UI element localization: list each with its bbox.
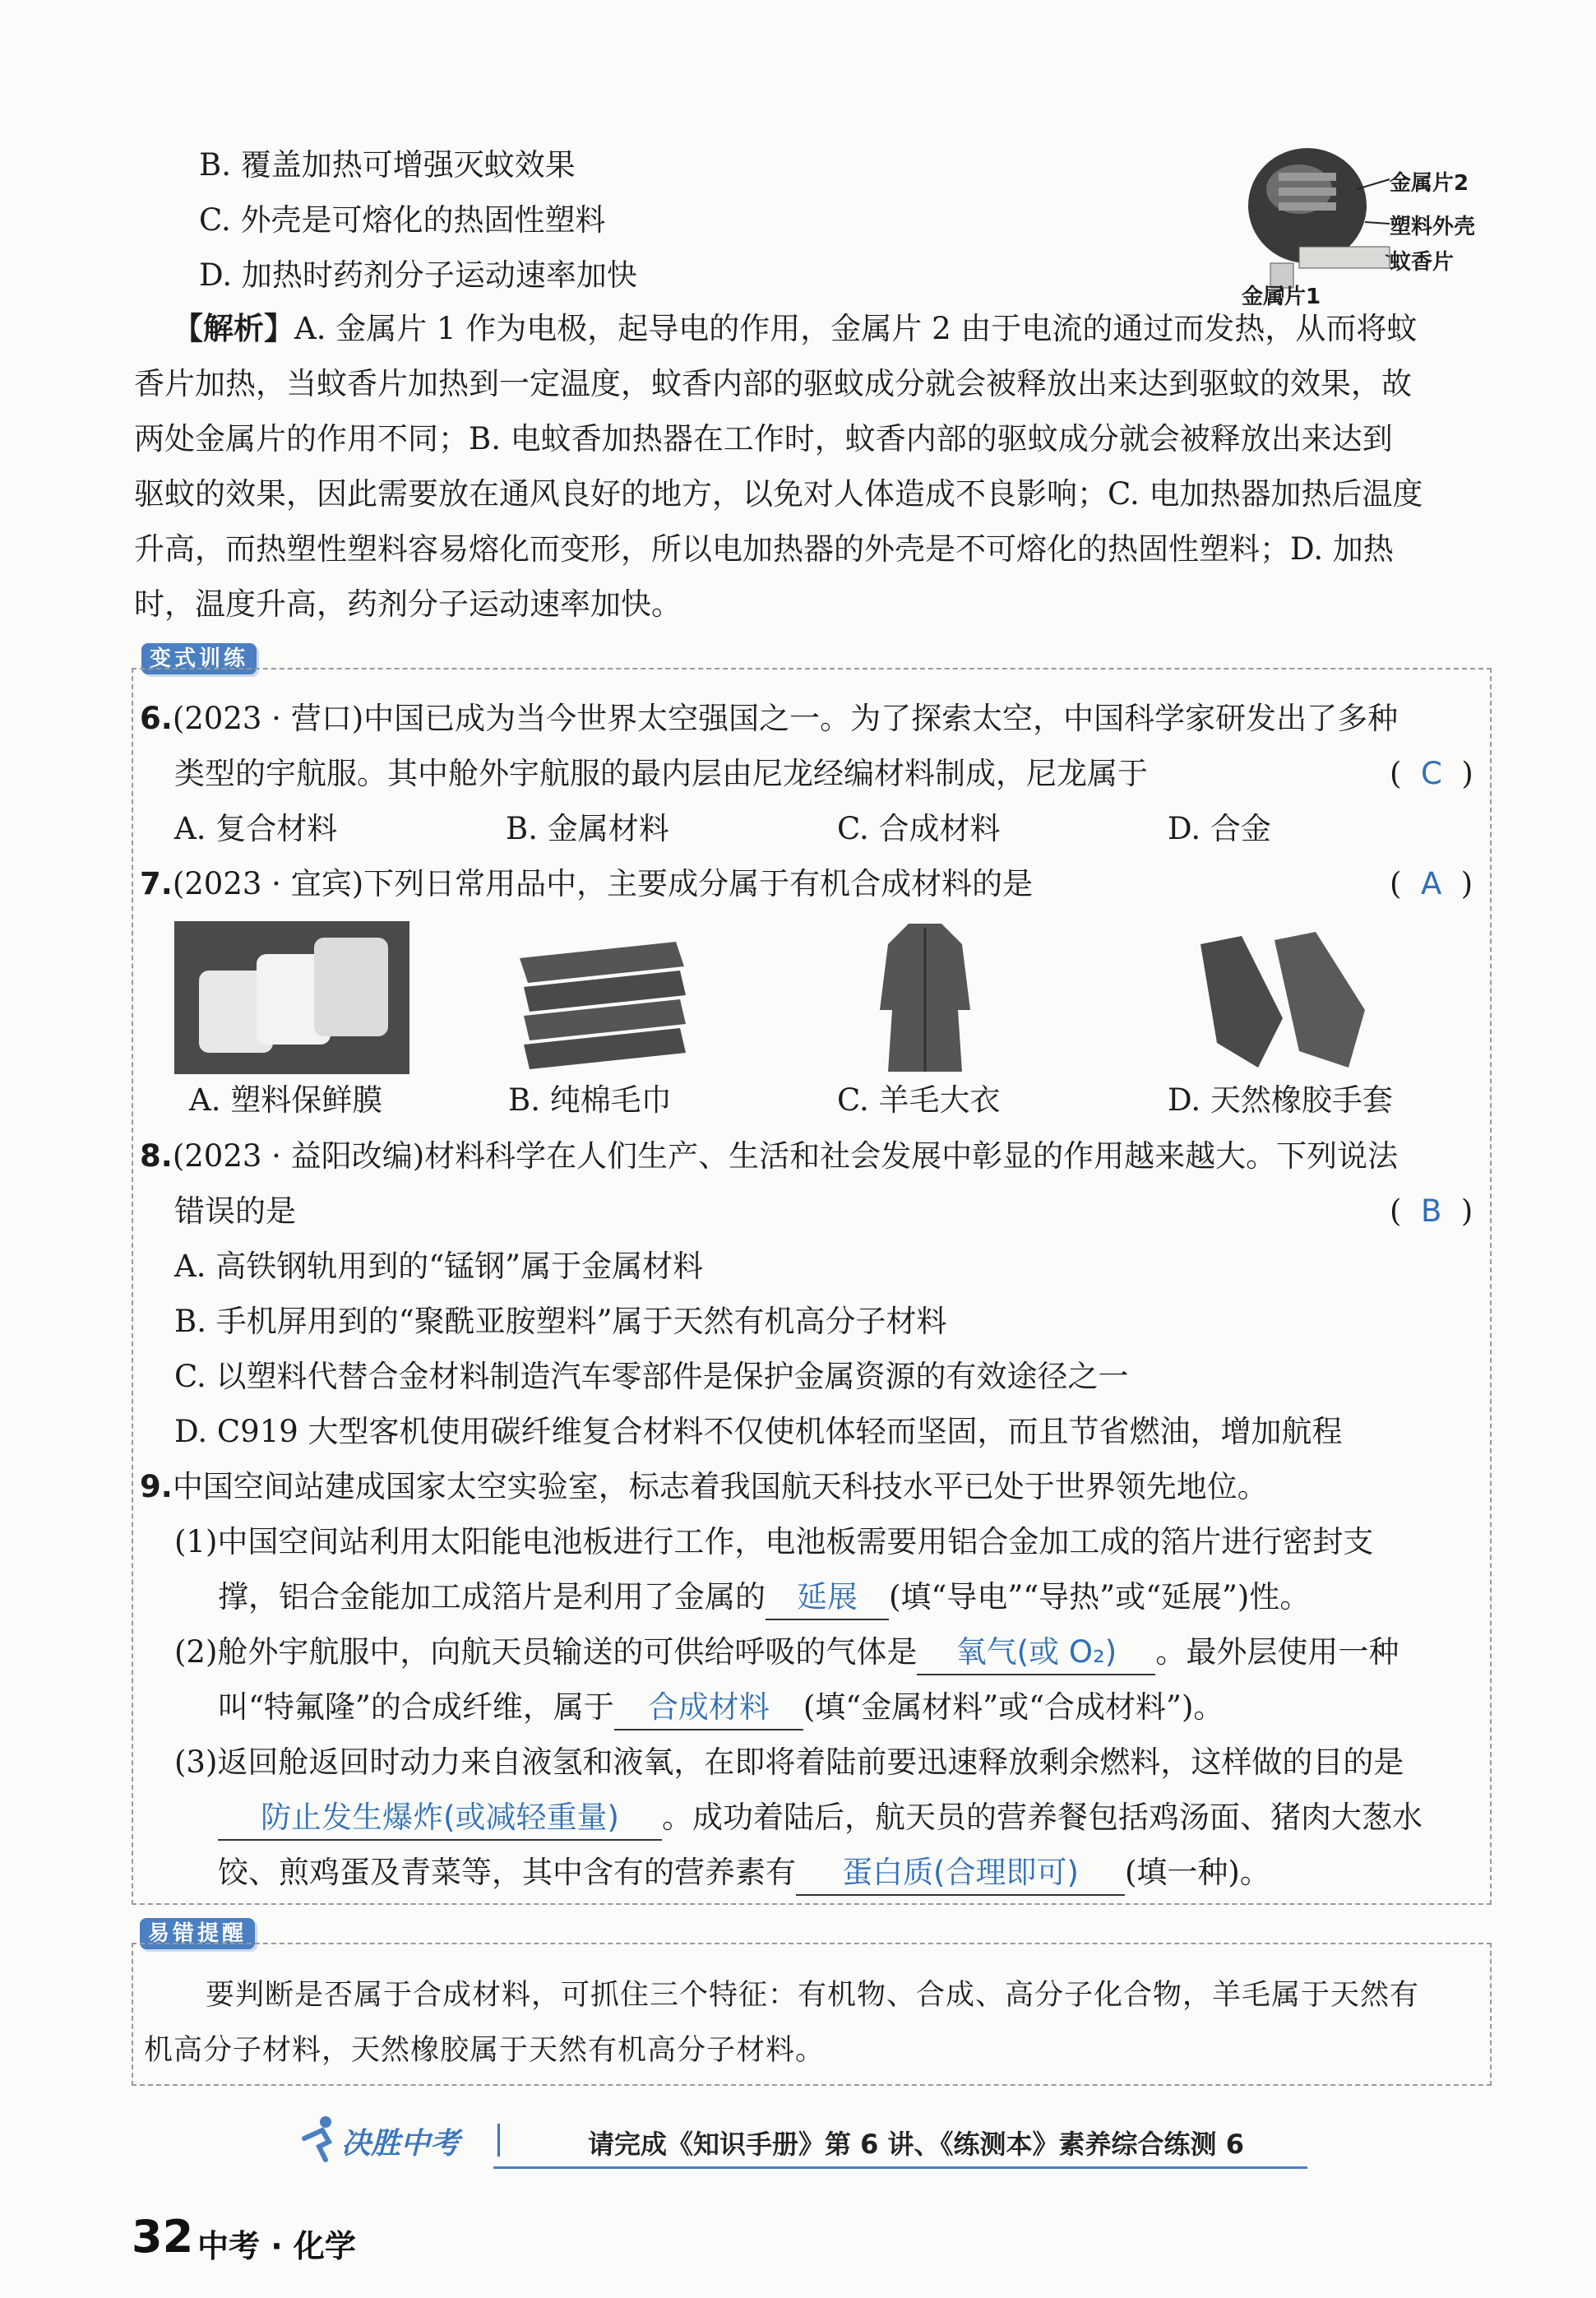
q9-part2-answer-2: 合成材料	[614, 1686, 803, 1730]
q9-part3-line1: (3)返回舱返回时动力来自液氢和液氧，在即将着陆前要迅速释放剩余燃料，这样做的目的是	[174, 1744, 1404, 1780]
q9-part3-answer: 防止发生爆炸(或减轻重量)	[218, 1796, 662, 1841]
footer-divider	[497, 2124, 500, 2157]
q6-line-2: 类型的宇航服。其中舱外宇航服的最内层由尼龙经编材料制成，尼龙属于	[174, 756, 1148, 791]
q8-answer: B	[1420, 1193, 1442, 1229]
q6-option-c: C. 合成材料	[837, 811, 1001, 846]
footer-brand: 决胜中考	[341, 2127, 460, 2161]
q9-part3-line2: 防止发生爆炸(或减轻重量) 。成功着陆后，航天员的营养餐包括鸡汤面、猪肉大葱水	[218, 1796, 1423, 1841]
q5-option-b: B. 覆盖加热可增强灭蚊效果	[199, 147, 576, 183]
footer-underline	[493, 2166, 1307, 2169]
q5-option-d: D. 加热时药剂分子运动速率加快	[199, 257, 637, 293]
analysis-line-3: 两处金属片的作用不同；B. 电蚊香加热器在工作时，蚊香内部的驱蚊成分就会被释放出来达到	[134, 421, 1393, 456]
q7-option-c: C. 羊毛大衣	[837, 1082, 1001, 1118]
q8-line-1: 8.(2023 · 益阳改编)材料科学在人们生产、生活和社会发展中彰显的作用越来越大。下列说法	[140, 1138, 1399, 1174]
q6-option-b: B. 金属材料	[506, 811, 669, 846]
rubber-gloves-image	[1184, 920, 1381, 1076]
runner-icon	[296, 2114, 337, 2163]
q8-option-d: D. C919 大型客机使用碳纤维复合材料不仅使机体轻而坚固，而且节省燃油，增加航程	[174, 1414, 1343, 1449]
label-metal-sheet-2: 金属片2	[1390, 171, 1469, 196]
footer-text: 请完成《知识手册》第 6 讲、《练测本》素养综合练测 6	[588, 2129, 1244, 2160]
q6-line-1: 6.(2023 · 营口)中国已成为当今世界太空强国之一。为了探索太空，中国科学家研发出了多种	[140, 701, 1399, 736]
q9-part2-answer: 氧气(或 O₂)	[917, 1631, 1155, 1675]
q9-part2-line1: (2)舱外宇航服中，向航天员输送的可供给呼吸的气体是 氧气(或 O₂) 。最外层使用一种	[174, 1631, 1399, 1675]
q7-line-1: 7.(2023 · 宜宾)下列日常用品中，主要成分属于有机合成材料的是	[140, 866, 1034, 901]
tip-line-2: 机高分子材料，天然橡胶属于天然有机高分子材料。	[144, 2034, 826, 2067]
page-number: 32	[132, 2211, 194, 2263]
wool-coat-image	[872, 920, 978, 1076]
coat-icon	[872, 920, 978, 1076]
q8-option-a: A. 高铁钢轨用到的“锰钢”属于金属材料	[174, 1249, 704, 1284]
label-mosquito-sheet: 蚊香片	[1390, 250, 1455, 275]
q8-option-b: B. 手机屏用到的“聚酰亚胺塑料”属于天然有机高分子材料	[174, 1304, 947, 1339]
q7-answer-paren: ( A )	[1390, 866, 1473, 901]
q9-stem: 9.中国空间站建成国家太空实验室，标志着我国航天科技水平已处于世界领先地位。	[140, 1469, 1268, 1504]
gloves-icon	[1184, 920, 1381, 1076]
analysis-line-4: 驱蚊的效果，因此需要放在通风良好的地方，以免对人体造成不良影响；C. 电加热器加热后温度	[134, 476, 1423, 512]
q7-answer: A	[1420, 866, 1442, 901]
q9-part3-line3: 饺、煎鸡蛋及青菜等，其中含有的营养素有 蛋白质(合理即可) (填一种)。	[218, 1851, 1270, 1896]
cotton-towel-image	[503, 925, 692, 1073]
q8-option-c: C. 以塑料代替合金材料制造汽车零部件是保护金属资源的有效途径之一	[174, 1359, 1129, 1394]
q8-line-2: 错误的是	[174, 1193, 296, 1229]
q6-option-a: A. 复合材料	[174, 811, 338, 846]
analysis-line-1: 【解析】A. 金属片 1 作为电极，起导电的作用，金属片 2 由于电流的通过而发热，从而将蚊	[173, 311, 1418, 346]
towel-icon	[503, 925, 692, 1073]
tip-line-1: 要判断是否属于合成材料，可抓住三个特征：有机物、合成、高分子化合物，羊毛属于天然有	[206, 1979, 1420, 2012]
analysis-label: 【解析】	[173, 311, 294, 346]
analysis-line-6: 时，温度升高，药剂分子运动速率加快。	[134, 586, 682, 622]
label-metal-sheet-1: 金属片1	[1242, 285, 1321, 309]
q5-option-c: C. 外壳是可熔化的热固性塑料	[199, 202, 606, 238]
q6-answer-paren: ( C )	[1390, 756, 1473, 791]
analysis-line-5: 升高，而热塑性塑料容易熔化而变形，所以电加热器的外壳是不可熔化的热固性塑料；D. 加热	[134, 531, 1394, 567]
q9-part1-answer: 延展	[766, 1576, 889, 1620]
q9-part1-line1: (1)中国空间站利用太阳能电池板进行工作，电池板需要用铝合金加工成的箔片进行密封支	[174, 1524, 1374, 1559]
label-plastic-shell: 塑料外壳	[1390, 215, 1476, 239]
subject-label: 中考 · 化学	[197, 2228, 356, 2264]
mosquito-heater-figure	[1242, 140, 1505, 313]
q9-part1-line2: 撑，铝合金能加工成箔片是利用了金属的 延展 (填“导电”“导热”或“延展”)性。	[218, 1576, 1310, 1620]
q7-option-a: A. 塑料保鲜膜	[189, 1082, 383, 1118]
q9-part2-line2: 叫“特氟隆”的合成纤维，属于 合成材料 (填“金属材料”或“合成材料”)。	[218, 1686, 1224, 1730]
footer-banner	[296, 2114, 1307, 2175]
q6-option-d: D. 合金	[1168, 811, 1271, 846]
analysis-line-2: 香片加热，当蚊香片加热到一定温度，蚊香内部的驱蚊成分就会被释放出来达到驱蚊的效果，故	[134, 366, 1412, 401]
q8-answer-paren: ( B )	[1390, 1193, 1473, 1229]
practice-tag: 变式训练	[141, 643, 257, 674]
q9-part3-answer-2: 蛋白质(合理即可)	[796, 1851, 1125, 1896]
tip-tag: 易错提醒	[140, 1918, 255, 1949]
q6-answer: C	[1420, 756, 1442, 791]
plastic-wrap-icon	[174, 921, 409, 1074]
plastic-wrap-image	[174, 921, 409, 1074]
q7-option-d: D. 天然橡胶手套	[1168, 1082, 1393, 1118]
q7-option-b: B. 纯棉毛巾	[508, 1082, 672, 1118]
